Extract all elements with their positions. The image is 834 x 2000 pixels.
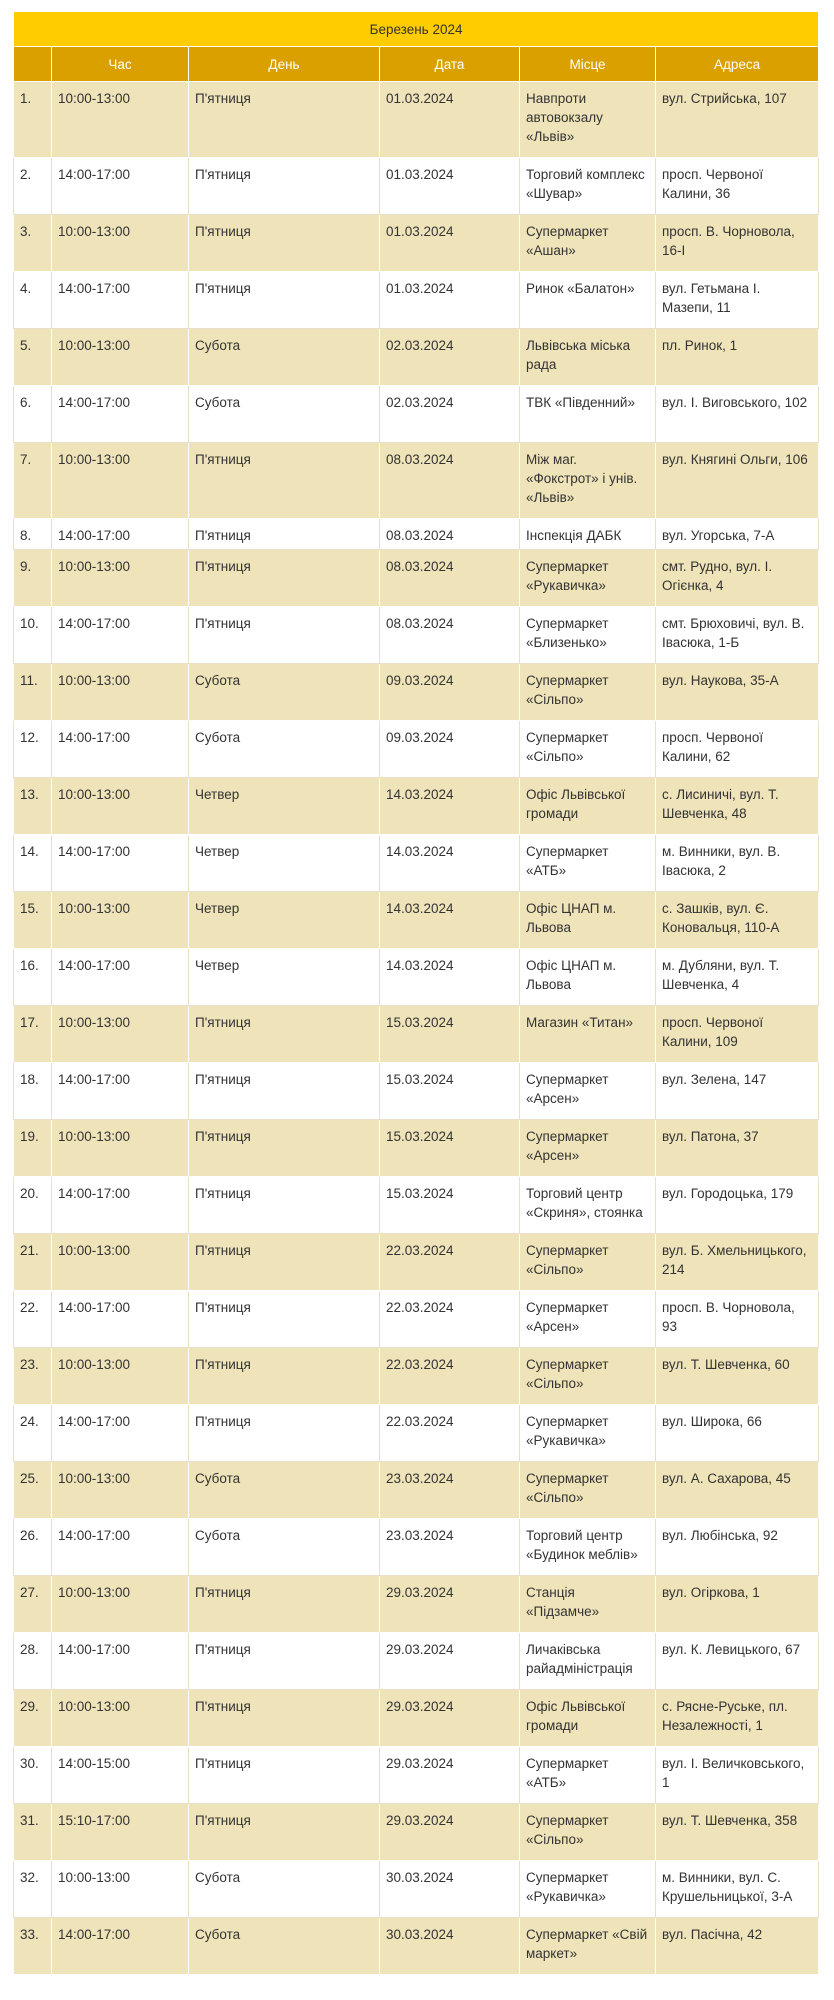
table-row [14,1861,819,1918]
cell-time: 10:00-13:00 [52,1006,189,1063]
cell-time: 10:00-13:00 [52,1690,189,1747]
cell-day: Субота [189,1918,380,1975]
cell-time: 10:00-13:00 [52,82,189,158]
cell-day: Четвер [189,778,380,835]
cell-number: 30. [14,1747,52,1804]
cell-date: 15.03.2024 [380,1063,520,1120]
cell-number: 15. [14,892,52,949]
cell-number: 6. [14,386,52,443]
cell-place: Супермаркет «Арсен» [520,1063,656,1120]
cell-time: 10:00-13:00 [52,892,189,949]
cell-date: 22.03.2024 [380,1405,520,1462]
cell-time: 14:00-17:00 [52,1519,189,1576]
cell-number: 13. [14,778,52,835]
cell-day: Четвер [189,835,380,892]
cell-day: П'ятниця [189,1405,380,1462]
cell-number: 16. [14,949,52,1006]
cell-number: 18. [14,1063,52,1120]
cell-address: вул. Стрийська, 107 [656,82,819,158]
cell-time: 10:00-13:00 [52,1861,189,1918]
table-row [14,607,819,664]
cell-date: 08.03.2024 [380,519,520,550]
cell-place: Супермаркет «Свій маркет» [520,1918,656,1975]
cell-day: Субота [189,721,380,778]
cell-day: П'ятниця [189,1120,380,1177]
cell-day: Субота [189,1861,380,1918]
cell-date: 14.03.2024 [380,949,520,1006]
table-row [14,1291,819,1348]
cell-number: 29. [14,1690,52,1747]
cell-number: 9. [14,550,52,607]
table-row [14,949,819,1006]
cell-place: Офіс Львівської громади [520,1690,656,1747]
cell-number: 7. [14,443,52,519]
table-title: Березень 2024 [14,12,819,47]
cell-day: Субота [189,386,380,443]
cell-place: Супермаркет «Ашан» [520,215,656,272]
header-date: Дата [380,47,520,82]
cell-address: просп. Червоної Калини, 109 [656,1006,819,1063]
cell-date: 09.03.2024 [380,721,520,778]
cell-date: 02.03.2024 [380,329,520,386]
cell-date: 09.03.2024 [380,664,520,721]
cell-number: 23. [14,1348,52,1405]
cell-date: 22.03.2024 [380,1348,520,1405]
cell-day: П'ятниця [189,1177,380,1234]
table-row [14,835,819,892]
cell-place: Супермаркет «Сільпо» [520,1348,656,1405]
cell-date: 14.03.2024 [380,892,520,949]
cell-number: 2. [14,158,52,215]
cell-day: П'ятниця [189,272,380,329]
cell-place: Навпроти автовокзалу «Львів» [520,82,656,158]
cell-place: Офіс Львівської громади [520,778,656,835]
cell-day: П'ятниця [189,1576,380,1633]
cell-number: 20. [14,1177,52,1234]
table-row [14,1918,819,1975]
cell-address: пл. Ринок, 1 [656,329,819,386]
cell-address: просп. Червоної Калини, 36 [656,158,819,215]
cell-address: вул. Т. Шевченка, 60 [656,1348,819,1405]
cell-address: смт. Рудно, вул. І. Огієнка, 4 [656,550,819,607]
cell-day: П'ятниця [189,1804,380,1861]
cell-address: просп. Червоної Калини, 62 [656,721,819,778]
cell-date: 01.03.2024 [380,158,520,215]
table-row [14,1576,819,1633]
cell-number: 17. [14,1006,52,1063]
cell-number: 12. [14,721,52,778]
table-row [14,1519,819,1576]
cell-day: П'ятниця [189,1348,380,1405]
cell-date: 29.03.2024 [380,1747,520,1804]
cell-time: 14:00-17:00 [52,1918,189,1975]
cell-place: Супермаркет «АТБ» [520,835,656,892]
table-row [14,1120,819,1177]
table-row [14,158,819,215]
cell-date: 29.03.2024 [380,1576,520,1633]
cell-place: Супермаркет «Сільпо» [520,1804,656,1861]
cell-date: 15.03.2024 [380,1120,520,1177]
cell-time: 10:00-13:00 [52,1348,189,1405]
cell-time: 14:00-17:00 [52,386,189,443]
cell-place: Ринок «Балатон» [520,272,656,329]
cell-number: 21. [14,1234,52,1291]
cell-day: П'ятниця [189,1633,380,1690]
cell-date: 01.03.2024 [380,215,520,272]
cell-time: 14:00-17:00 [52,949,189,1006]
cell-place: ТВК «Південний» [520,386,656,443]
cell-place: Супермаркет «Сільпо» [520,1462,656,1519]
cell-address: вул. Широка, 66 [656,1405,819,1462]
table-row [14,1405,819,1462]
cell-date: 22.03.2024 [380,1234,520,1291]
cell-place: Львівська міська рада [520,329,656,386]
table-header-row [14,47,819,82]
cell-place: Супермаркет «Сільпо» [520,721,656,778]
table-row [14,1633,819,1690]
schedule-table-container [13,11,818,1975]
table-row [14,329,819,386]
cell-address: вул. І. Величковського, 1 [656,1747,819,1804]
cell-time: 14:00-17:00 [52,835,189,892]
cell-address: вул. К. Левицького, 67 [656,1633,819,1690]
cell-day: Субота [189,1462,380,1519]
cell-date: 02.03.2024 [380,386,520,443]
cell-time: 10:00-13:00 [52,1234,189,1291]
cell-place: Станція «Підзамче» [520,1576,656,1633]
cell-address: вул. Патона, 37 [656,1120,819,1177]
cell-address: вул. Любінська, 92 [656,1519,819,1576]
cell-date: 01.03.2024 [380,272,520,329]
cell-number: 31. [14,1804,52,1861]
cell-place: Торговий комплекс «Шувар» [520,158,656,215]
cell-date: 23.03.2024 [380,1519,520,1576]
table-row [14,1747,819,1804]
cell-number: 26. [14,1519,52,1576]
cell-date: 08.03.2024 [380,443,520,519]
cell-time: 10:00-13:00 [52,664,189,721]
header-address: Адреса [656,47,819,82]
cell-place: Супермаркет «АТБ» [520,1747,656,1804]
cell-place: Супермаркет «Рукавичка» [520,1405,656,1462]
table-row [14,1006,819,1063]
table-row [14,892,819,949]
cell-date: 23.03.2024 [380,1462,520,1519]
table-row [14,1063,819,1120]
cell-place: Офіс ЦНАП м. Львова [520,892,656,949]
header-time: Час [52,47,189,82]
cell-address: вул. Зелена, 147 [656,1063,819,1120]
cell-time: 14:00-17:00 [52,1063,189,1120]
cell-number: 28. [14,1633,52,1690]
cell-address: м. Винники, вул. В. Івасюка, 2 [656,835,819,892]
table-row [14,443,819,519]
cell-time: 10:00-13:00 [52,550,189,607]
cell-time: 14:00-17:00 [52,158,189,215]
table-row [14,386,819,443]
cell-day: П'ятниця [189,1234,380,1291]
cell-time: 14:00-17:00 [52,272,189,329]
cell-number: 14. [14,835,52,892]
cell-address: с. Рясне-Руське, пл. Незалежності, 1 [656,1690,819,1747]
cell-time: 14:00-17:00 [52,1291,189,1348]
cell-day: П'ятниця [189,158,380,215]
table-row [14,1804,819,1861]
cell-number: 1. [14,82,52,158]
cell-date: 29.03.2024 [380,1633,520,1690]
cell-address: вул. А. Сахарова, 45 [656,1462,819,1519]
table-row [14,664,819,721]
cell-address: вул. Городоцька, 179 [656,1177,819,1234]
table-row [14,1462,819,1519]
cell-date: 29.03.2024 [380,1804,520,1861]
cell-address: вул. Княгині Ольги, 106 [656,443,819,519]
cell-time: 14:00-17:00 [52,1633,189,1690]
cell-address: смт. Брюховичі, вул. В. Івасюка, 1-Б [656,607,819,664]
cell-place: Магазин «Титан» [520,1006,656,1063]
table-row [14,519,819,550]
cell-number: 8. [14,519,52,550]
cell-day: П'ятниця [189,1747,380,1804]
cell-place: Супермаркет «Арсен» [520,1120,656,1177]
cell-day: П'ятниця [189,1063,380,1120]
cell-day: П'ятниця [189,1006,380,1063]
cell-place: Супермаркет «Рукавичка» [520,1861,656,1918]
cell-place: Торговий центр «Будинок меблів» [520,1519,656,1576]
cell-address: вул. Угорська, 7-А [656,519,819,550]
header-number [14,47,52,82]
cell-day: П'ятниця [189,1690,380,1747]
table-row [14,1177,819,1234]
cell-address: вул. Огіркова, 1 [656,1576,819,1633]
cell-number: 22. [14,1291,52,1348]
cell-time: 15:10-17:00 [52,1804,189,1861]
cell-day: П'ятниця [189,519,380,550]
cell-day: П'ятниця [189,550,380,607]
cell-date: 30.03.2024 [380,1861,520,1918]
cell-address: м. Дубляни, вул. Т. Шевченка, 4 [656,949,819,1006]
cell-day: Четвер [189,892,380,949]
cell-number: 5. [14,329,52,386]
cell-date: 30.03.2024 [380,1918,520,1975]
cell-time: 14:00-17:00 [52,1405,189,1462]
cell-time: 10:00-13:00 [52,329,189,386]
cell-number: 19. [14,1120,52,1177]
cell-place: Супермаркет «Рукавичка» [520,550,656,607]
header-place: Місце [520,47,656,82]
schedule-table [13,11,819,1975]
cell-date: 08.03.2024 [380,550,520,607]
cell-time: 14:00-17:00 [52,721,189,778]
table-row [14,1690,819,1747]
cell-date: 15.03.2024 [380,1006,520,1063]
cell-day: П'ятниця [189,215,380,272]
cell-time: 14:00-15:00 [52,1747,189,1804]
cell-place: Торговий центр «Скриня», стоянка [520,1177,656,1234]
cell-number: 24. [14,1405,52,1462]
cell-date: 14.03.2024 [380,778,520,835]
cell-place: Офіс ЦНАП м. Львова [520,949,656,1006]
cell-number: 4. [14,272,52,329]
cell-day: Четвер [189,949,380,1006]
cell-time: 14:00-17:00 [52,519,189,550]
cell-number: 3. [14,215,52,272]
cell-date: 15.03.2024 [380,1177,520,1234]
cell-day: Субота [189,329,380,386]
table-row [14,1348,819,1405]
cell-place: Супермаркет «Арсен» [520,1291,656,1348]
cell-address: вул. Б. Хмельницького, 214 [656,1234,819,1291]
cell-day: П'ятниця [189,443,380,519]
table-body [14,82,819,1975]
cell-place: Личаківська райадміністрація [520,1633,656,1690]
cell-day: Субота [189,1519,380,1576]
cell-address: с. Зашків, вул. Є. Коновальця, 110-А [656,892,819,949]
cell-address: м. Винники, вул. С. Крушельницької, 3-А [656,1861,819,1918]
cell-number: 27. [14,1576,52,1633]
cell-time: 10:00-13:00 [52,1120,189,1177]
table-row [14,550,819,607]
cell-address: вул. Т. Шевченка, 358 [656,1804,819,1861]
cell-place: Супермаркет «Сільпо» [520,1234,656,1291]
cell-place: Супермаркет «Близенько» [520,607,656,664]
table-title-row [14,12,819,47]
cell-place: Супермаркет «Сільпо» [520,664,656,721]
cell-time: 10:00-13:00 [52,778,189,835]
cell-time: 10:00-13:00 [52,215,189,272]
cell-number: 33. [14,1918,52,1975]
cell-day: П'ятниця [189,1291,380,1348]
table-row [14,778,819,835]
cell-address: вул. Пасічна, 42 [656,1918,819,1975]
cell-number: 32. [14,1861,52,1918]
cell-address: с. Лисиничі, вул. Т. Шевченка, 48 [656,778,819,835]
cell-number: 11. [14,664,52,721]
cell-time: 10:00-13:00 [52,1576,189,1633]
table-row [14,721,819,778]
table-row [14,272,819,329]
cell-day: Субота [189,664,380,721]
cell-place: Між маг. «Фокстрот» і унів. «Львів» [520,443,656,519]
cell-time: 10:00-13:00 [52,1462,189,1519]
cell-address: вул. Наукова, 35-А [656,664,819,721]
cell-place: Інспекція ДАБК [520,519,656,550]
table-row [14,215,819,272]
cell-time: 14:00-17:00 [52,1177,189,1234]
cell-date: 01.03.2024 [380,82,520,158]
cell-date: 29.03.2024 [380,1690,520,1747]
cell-date: 08.03.2024 [380,607,520,664]
cell-day: П'ятниця [189,82,380,158]
cell-day: П'ятниця [189,607,380,664]
cell-address: просп. В. Чорновола, 93 [656,1291,819,1348]
cell-number: 10. [14,607,52,664]
header-day: День [189,47,380,82]
cell-date: 14.03.2024 [380,835,520,892]
table-row [14,82,819,158]
cell-time: 10:00-13:00 [52,443,189,519]
cell-address: вул. І. Виговського, 102 [656,386,819,443]
cell-number: 25. [14,1462,52,1519]
cell-time: 14:00-17:00 [52,607,189,664]
cell-date: 22.03.2024 [380,1291,520,1348]
cell-address: просп. В. Чорновола, 16-І [656,215,819,272]
table-row [14,1234,819,1291]
cell-address: вул. Гетьмана І. Мазепи, 11 [656,272,819,329]
